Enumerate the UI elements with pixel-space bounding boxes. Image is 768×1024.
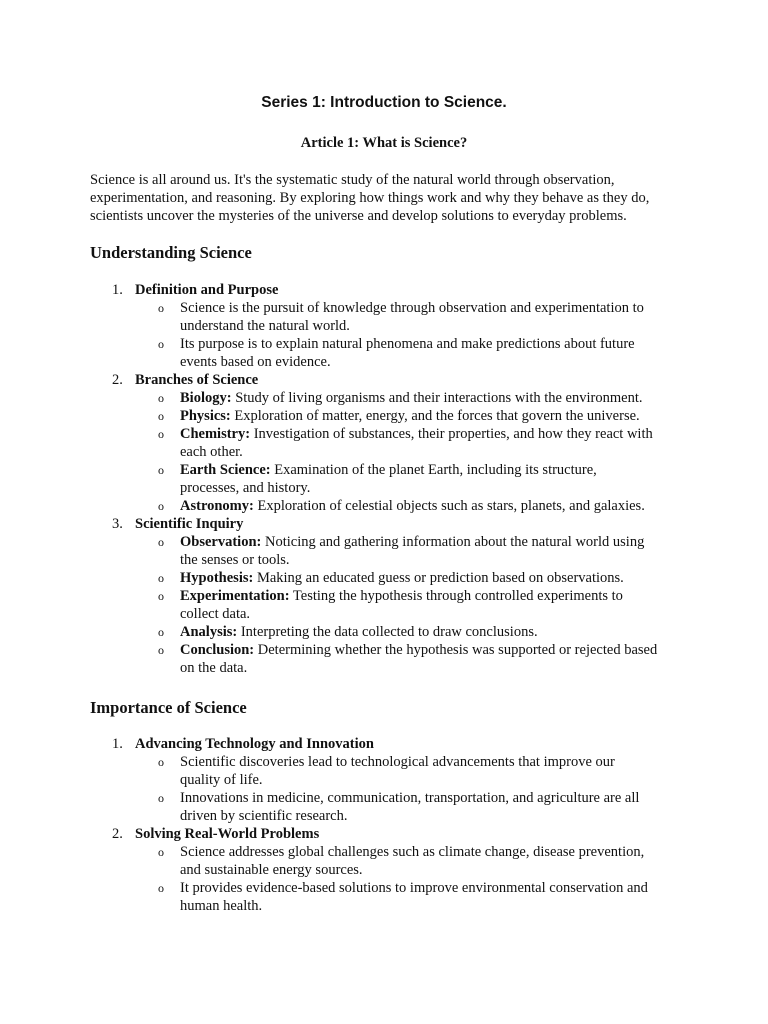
bullet-text [180,843,680,879]
bullet-text [180,753,680,789]
bullet-item [0,389,768,407]
list-item [0,735,768,753]
bullet-circle-icon: o [158,845,164,859]
article-title: Article 1: What is Science? [300,135,468,151]
bullet-term: Astronomy: [180,498,254,514]
bullet-line [180,299,680,317]
bullet-circle-icon: o [158,499,164,513]
bullet-circle-icon: o [158,625,164,639]
bullet-item [0,407,768,425]
bullet-line [180,569,680,587]
bullet-item [0,587,768,623]
bullet-item [0,335,768,371]
bullet-line-text: Testing the hypothesis through controlled experiments to [289,588,623,604]
bullet-item [0,569,768,587]
bullet-item [0,497,768,515]
bullet-line-text: driven by scientific research. [180,808,348,824]
bullet-text [180,533,680,569]
bullet-text [180,299,680,335]
intro-line: Science is all around us. It's the systematic study of the natural world through observation, [90,172,615,188]
bullet-circle-icon: o [158,463,164,477]
bullet-line [180,623,680,641]
bullet-line-text: Noticing and gathering information about the natural world using [261,534,645,550]
bullet-line-text: Science addresses global challenges such as climate change, disease prevention, [180,844,645,860]
list-item [0,371,768,389]
bullet-line [180,389,680,407]
bullet-item [0,425,768,461]
list-item [0,515,768,533]
bullet-line-text: the senses or tools. [180,552,290,568]
bullet-item [0,879,768,915]
intro-line: experimentation, and reasoning. By exploring how things work and why they behave as they do, [90,190,650,206]
bullet-item [0,299,768,335]
bullet-line [180,843,680,861]
item-number: 1. [112,736,123,752]
outline-importance [0,735,768,915]
bullet-line [180,879,680,897]
item-number: 2. [112,372,123,388]
bullet-line-text: Determining whether the hypothesis was supported or rejected based [254,642,658,658]
bullet-circle-icon: o [158,535,164,549]
bullet-term: Conclusion: [180,642,255,658]
item-title: Advancing Technology and Innovation [135,736,374,752]
bullet-circle-icon: o [158,589,164,603]
item-number: 1. [112,282,123,298]
bullet-line-text: Examination of the planet Earth, including its structure, [270,462,597,478]
bullet-term: Hypothesis: [180,570,254,586]
bullet-circle-icon: o [158,571,164,585]
bullet-circle-icon: o [158,791,164,805]
bullet-line [180,771,680,789]
bullet-text [180,879,680,915]
bullet-line [180,897,680,915]
bullet-line [180,551,680,569]
bullet-term: Experimentation: [180,588,290,604]
bullet-text [180,335,680,371]
bullet-line-text: Its purpose is to explain natural phenomena and make predictions about future [180,336,635,352]
list-item [0,825,768,843]
bullet-term: Earth Science: [180,462,271,478]
bullet-circle-icon: o [158,427,164,441]
bullet-term: Chemistry: [180,426,251,442]
section-heading-understanding: Understanding Science [90,243,252,262]
list-item [0,281,768,299]
bullet-line [180,461,680,479]
bullet-line-text: processes, and history. [180,480,311,496]
bullet-line-text: Innovations in medicine, communication, transportation, and agriculture are all [180,790,640,806]
bullet-line-text: Scientific discoveries lead to technological advancements that improve our [180,754,615,770]
bullet-line-text: Exploration of celestial objects such as stars, planets, and galaxies. [253,498,645,514]
bullet-line [180,479,680,497]
bullet-line [180,335,680,353]
bullet-text [180,789,680,825]
bullet-text [180,587,680,623]
bullet-item [0,843,768,879]
bullet-line-text: events based on evidence. [180,354,331,370]
intro-line: scientists uncover the mysteries of the universe and develop solutions to everyday problems. [90,208,627,224]
bullet-line [180,753,680,771]
bullet-text [180,461,680,497]
bullet-text [180,407,680,425]
bullet-line-text: Making an educated guess or prediction based on observations. [253,570,624,586]
bullet-line-text: Study of living organisms and their interactions with the environment. [231,390,643,406]
bullet-item [0,641,768,677]
bullet-text [180,497,680,515]
bullet-line-text: It provides evidence-based solutions to improve environmental conservation and [180,880,648,896]
bullet-circle-icon: o [158,755,164,769]
bullet-line [180,353,680,371]
series-title: Series 1: Introduction to Science. [261,94,507,111]
bullet-circle-icon: o [158,391,164,405]
bullet-item [0,623,768,641]
item-number: 2. [112,826,123,842]
bullet-circle-icon: o [158,881,164,895]
item-title: Definition and Purpose [135,282,279,298]
bullet-line-text: on the data. [180,660,248,676]
item-title: Branches of Science [135,372,259,388]
item-title: Solving Real-World Problems [135,826,320,842]
bullet-term: Analysis: [180,624,238,640]
bullet-line-text: and sustainable energy sources. [180,862,363,878]
bullet-text [180,389,680,407]
bullet-line [180,407,680,425]
bullet-line-text: each other. [180,444,243,460]
bullet-circle-icon: o [158,643,164,657]
bullet-line-text: human health. [180,898,263,914]
outline-understanding [0,281,768,677]
bullet-text [180,569,680,587]
bullet-term: Biology: [180,390,232,406]
item-number: 3. [112,516,123,532]
bullet-circle-icon: o [158,409,164,423]
bullet-text [180,641,680,677]
bullet-circle-icon: o [158,337,164,351]
bullet-line-text: Investigation of substances, their properties, and how they react with [250,426,653,442]
item-title: Scientific Inquiry [135,516,244,532]
bullet-line [180,587,680,605]
bullet-line-text: Science is the pursuit of knowledge through observation and experimentation to [180,300,644,316]
bullet-item [0,789,768,825]
bullet-item [0,753,768,789]
bullet-line-text: collect data. [180,606,251,622]
bullet-line [180,861,680,879]
bullet-line [180,317,680,335]
bullet-text [180,425,680,461]
bullet-term: Physics: [180,408,231,424]
bullet-line [180,659,680,677]
bullet-line-text: understand the natural world. [180,318,350,334]
bullet-line [180,641,680,659]
bullet-line [180,789,680,807]
bullet-line [180,425,680,443]
bullet-line [180,807,680,825]
bullet-line [180,533,680,551]
bullet-line [180,443,680,461]
bullet-item [0,461,768,497]
bullet-line-text: Exploration of matter, energy, and the forces that govern the universe. [230,408,640,424]
bullet-term: Observation: [180,534,262,550]
intro-paragraph [90,171,690,225]
bullet-line [180,605,680,623]
bullet-text [180,623,680,641]
bullet-line-text: Interpreting the data collected to draw conclusions. [237,624,538,640]
bullet-circle-icon: o [158,301,164,315]
bullet-line-text: quality of life. [180,772,263,788]
bullet-line [180,497,680,515]
bullet-item [0,533,768,569]
section-heading-importance: Importance of Science [90,698,247,717]
